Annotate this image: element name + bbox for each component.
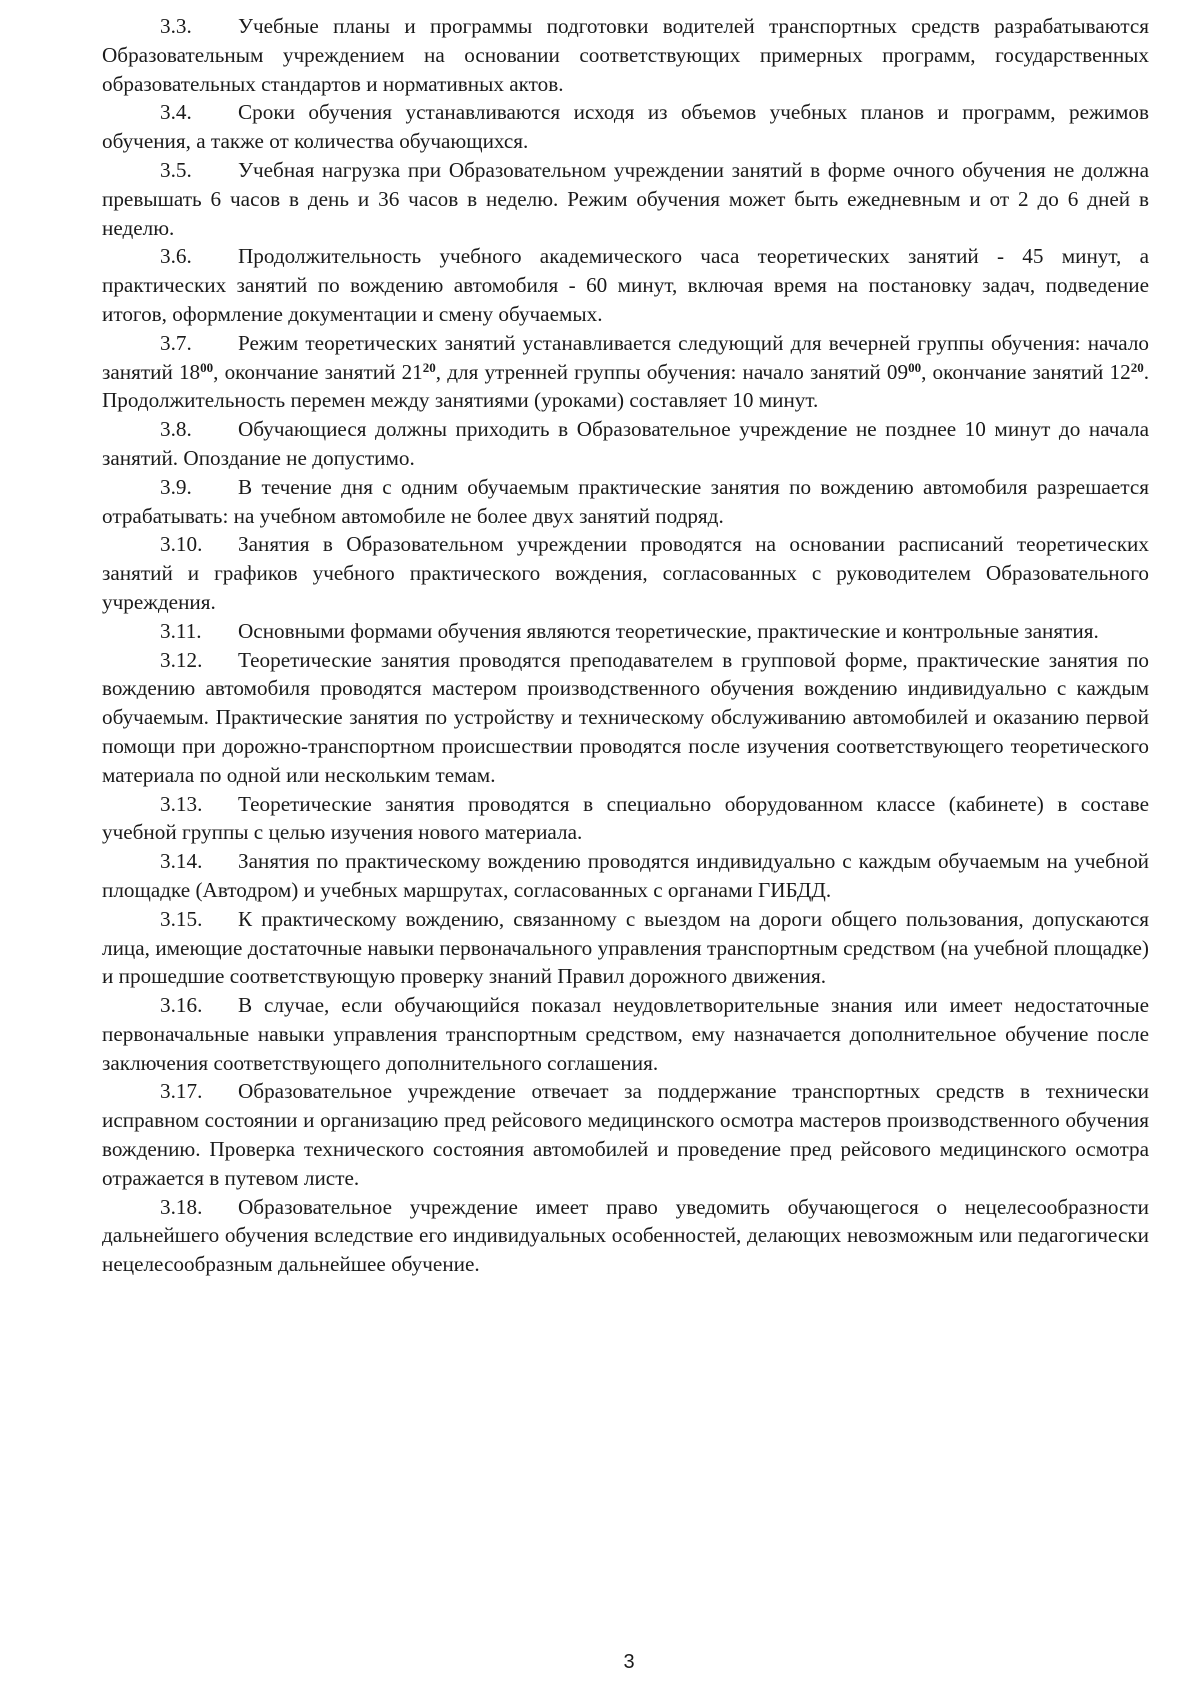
paragraph-3-13 [102,790,1149,848]
paragraph-number: 3.3. [160,14,192,38]
paragraph-text: В течение дня с одним обучаемым практические занятия по вождению автомобиля разрешается отрабатывать: на учебном автомобиле не более двух занятий подряд. [102,474,1149,528]
paragraph-text: Образовательное учреждение имеет право уведомить обучающегося о нецелесообразности дальнейшего обучения вследствие его индивидуальных особенностей, делающих невозможным или педагогически нецелесообразным дальнейшее обучение. [102,1194,1149,1277]
time-superscript: 00 [908,359,922,375]
paragraph-text: Образовательное учреждение отвечает за поддержание транспортных средств в технически исправном состоянии и организацию пред рейсового медицинского осмотра мастеров производственного обучения вождению. Проверка технического состояния автомобилей и проведение пред рейсового медицинского осмотра отражается в путевом листе. [102,1079,1149,1190]
paragraph-text: Теоретические занятия проводятся в специально оборудованном классе (кабинете) в составе учебной группы с целью изучения нового материала. [102,791,1149,845]
paragraph-3-6 [102,242,1149,328]
paragraph-3-15 [102,905,1149,991]
paragraph-3-14 [102,847,1149,905]
paragraph-3-4 [102,98,1149,156]
paragraph-number: 3.5. [160,157,192,182]
paragraph-number: 3.4. [160,100,192,125]
paragraph-3-7 [102,329,1149,415]
paragraph-3-10 [102,530,1149,616]
document-body [102,12,1149,1279]
paragraph-number: 3.17. [160,1079,203,1104]
paragraph-text-part: , окончание занятий 21 [213,359,423,384]
paragraph-text: В случае, если обучающийся показал неудовлетворительные знания или имеет недостаточные первоначальные навыки управления транспортным средством, ему назначается дополнительное обучение после заключения соответствующего дополнительного соглашения. [102,993,1149,1075]
paragraph-text: Теоретические занятия проводятся преподавателем в групповой форме, практические занятия по вождению автомобиля проводятся мастером производственного обучения вождению индивидуально с каждым обучаемым. Практические занятия по устройству и техническому обслуживанию автомобилей и оказанию первой помощи при дорожно-транспортном происшествии проводятся после изучения соответствующего теоретического материала по одной или нескольким темам. [102,647,1149,787]
paragraph-text: Занятия в Образовательном учреждении проводятся на основании расписаний теоретических занятий и графиков учебного практического вождения, согласованных с руководителем Образовательного учреждения. [102,532,1149,614]
paragraph-text-part: , для утренней группы обучения: начало занятий 09 [435,359,909,384]
paragraph-3-11 [102,617,1149,646]
paragraph-text: Сроки обучения устанавливаются исходя из объемов учебных планов и программ, режимов обучения, а также от количества обучающихся. [102,100,1149,154]
paragraph-3-16 [102,991,1149,1077]
paragraph-number: 3.11. [160,618,202,643]
paragraph-number: 3.13. [160,791,203,816]
paragraph-number: 3.15. [160,906,203,931]
paragraph-text-part: Режим теоретических занятий устанавливается следующий для вечерней группы обучения: начало занятий 18 [102,330,1149,384]
paragraph-number: 3.16. [160,993,203,1018]
paragraph-3-5 [102,156,1149,242]
paragraph-3-3 [102,12,1149,98]
paragraph-number: 3.9. [160,474,192,499]
paragraph-text: Продолжительность учебного академического часа теоретических занятий - 45 минут, а практических занятий по вождению автомобиля - 60 минут, включая время на постановку задач, подведение итогов, оформление документации и смену обучаемых. [102,244,1149,326]
paragraph-number: 3.8. [160,417,192,442]
paragraph-number: 3.18. [160,1194,203,1219]
paragraph-text: Учебная нагрузка при Образовательном учреждении занятий в форме очного обучения не должна превышать 6 часов в день и 36 часов в неделю. Режим обучения может быть ежедневным и от 2 до 6 дней в неделю. [102,157,1149,240]
paragraph-text: Основными формами обучения являются теоретические, практические и контрольные занятия. [238,618,1099,643]
paragraph-3-12 [102,646,1149,790]
paragraph-text: К практическому вождению, связанному с выездом на дороги общего пользования, допускаются лица, имеющие достаточные навыки первоначального управления транспортным средством (на учебной площадке) и прошедшие соответствующую проверку знаний Правил дорожного движения. [102,906,1149,989]
paragraph-3-18 [102,1193,1149,1279]
paragraph-3-9 [102,473,1149,531]
paragraph-3-17 [102,1077,1149,1192]
time-superscript: 20 [1130,359,1144,375]
paragraph-number: 3.7. [160,330,192,355]
paragraph-3-8 [102,415,1149,473]
paragraph-number: 3.6. [160,244,192,269]
paragraph-text: Учебные планы и программы подготовки водителей транспортных средств разрабатываются Образовательным учреждением на основании соответствующих примерных программ, государственных образовательных стандартов и нормативных актов. [102,14,1149,96]
paragraph-number: 3.12. [160,647,203,672]
time-superscript: 20 [422,359,436,375]
paragraph-text-part: , окончание занятий 12 [921,359,1131,384]
paragraph-text: Обучающиеся должны приходить в Образовательное учреждение не позднее 10 минут до начала занятий. Опоздание не допустимо. [102,417,1149,470]
paragraph-number: 3.10. [160,532,203,557]
paragraph-number: 3.14. [160,849,203,874]
page-number: 3 [623,1651,635,1673]
paragraph-text: Занятия по практическому вождению проводятся индивидуально с каждым обучаемым на учебной площадке (Автодром) и учебных маршрутах, согласованных с органами ГИБДД. [102,849,1149,902]
paragraph-text-part: . Продолжительность перемен между занятиями (уроками) составляет 10 минут. [102,359,1149,413]
time-superscript: 00 [200,359,214,375]
